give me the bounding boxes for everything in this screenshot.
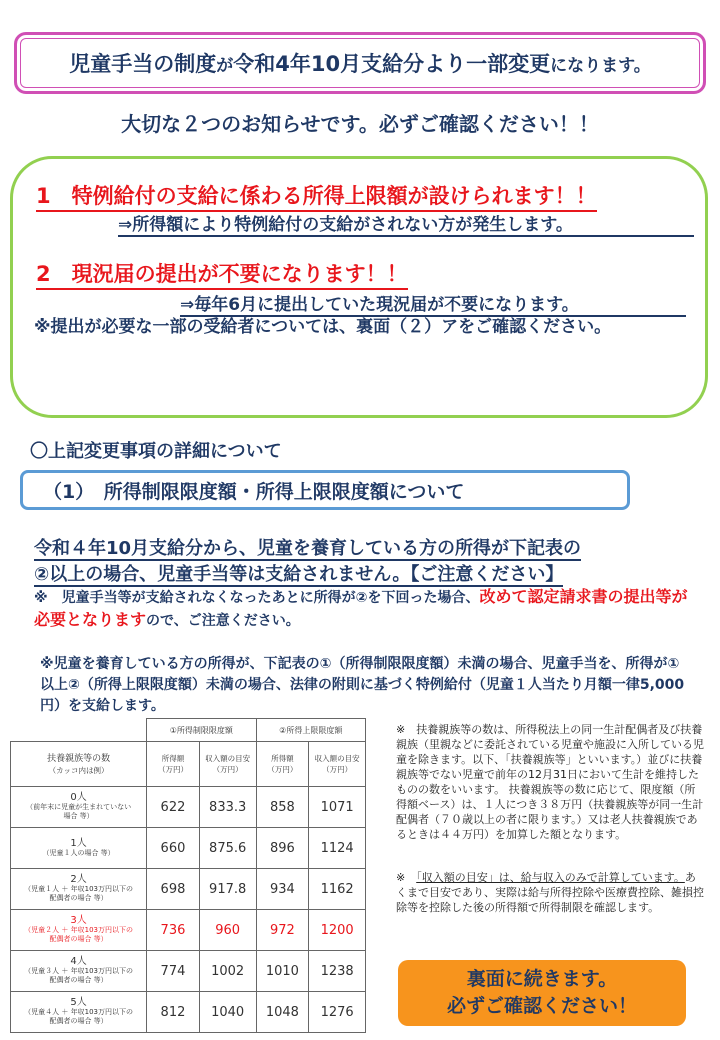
row-label — [11, 910, 147, 951]
row-label — [11, 992, 147, 1033]
row-label — [11, 869, 147, 910]
row-label-sub: （児童１人 ＋ 年収103万円以下の配偶者の場合 等） — [24, 885, 133, 902]
income-estimate-note-rest: あくまで目安であり、実際は給与所得控除や医療費控除、雑損控除等を控除した後の所得額で所得制限を確認します。 — [396, 871, 704, 914]
table-cell: 833.3 — [199, 787, 256, 828]
col-income-2 — [256, 742, 309, 787]
title-part3: 令和4年10月支給分より一部変更 — [233, 52, 551, 76]
table-cell: 698 — [147, 869, 200, 910]
row-label-sub: （児童１人の場合 等） — [42, 848, 115, 857]
table-cell: 1238 — [309, 951, 366, 992]
col-earning-1 — [199, 742, 256, 787]
row-label-sub: （児童４人 ＋ 年収103万円以下の配偶者の場合 等） — [24, 1008, 133, 1025]
col-earning-1-unit: （万円） — [212, 765, 243, 774]
continue-line2: 必ずご確認ください！ — [446, 995, 637, 1017]
row-header — [11, 742, 147, 787]
title-banner — [14, 32, 706, 94]
notice-1-heading: 1 特例給付の支給に係わる所得上限額が設けられます！！ — [36, 180, 597, 212]
row-label-main: 2人 — [70, 874, 87, 885]
row-label-main: 3人 — [70, 915, 87, 926]
col-earning-2 — [309, 742, 366, 787]
table-cell: 1124 — [309, 828, 366, 869]
row-label-sub: （児童３人 ＋ 年収103万円以下の配偶者の場合 等） — [24, 967, 133, 984]
col-income-2-unit: （万円） — [267, 765, 298, 774]
table-row — [11, 951, 366, 992]
row-label-main: 1人 — [70, 837, 87, 849]
col-income-1-unit: （万円） — [157, 765, 188, 774]
table-row — [11, 787, 366, 828]
main-paragraph-line2: ②以上の場合、児童手当等は支給されません。【ご注意ください】 — [34, 564, 564, 585]
col-earning-2-label: 収入額の目安 — [314, 754, 360, 763]
row-label — [11, 787, 147, 828]
table-cell: 1200 — [309, 910, 366, 951]
notice-2-detail: ⇒毎年6月に提出していた現況届が不要になります。 — [180, 290, 686, 317]
col-income-1-label: 所得額 — [161, 754, 185, 763]
row-header-main: 扶養親族等の数 — [47, 753, 111, 764]
table-cell: 736 — [147, 910, 200, 951]
table-cell: 934 — [256, 869, 309, 910]
table-cell: 960 — [199, 910, 256, 951]
detail-heading: 〇上記変更事項の詳細について — [30, 441, 282, 462]
group-header-2: ②所得上限限度額 — [256, 719, 365, 742]
table-body — [11, 787, 366, 1033]
income-estimate-note-prefix: ※ — [396, 871, 417, 884]
col-earning-2-unit: （万円） — [322, 765, 353, 774]
notice-1-detail: ⇒所得額により特例給付の支給がされない方が発生します。 — [118, 210, 694, 237]
table-cell: 1002 — [199, 951, 256, 992]
notice-2-extra: ※提出が必要な一部の受給者については、裏面（２）アをご確認ください。 — [34, 317, 612, 337]
table-cell: 1048 — [256, 992, 309, 1033]
col-earning-1-label: 収入額の目安 — [205, 754, 251, 763]
table-cell: 1010 — [256, 951, 309, 992]
table-cell: 972 — [256, 910, 309, 951]
income-limit-table — [10, 718, 366, 1033]
table-row — [11, 828, 366, 869]
row-label-main: 4人 — [70, 956, 87, 967]
dependents-note: ※ 扶養親族等の数は、所得税法上の同一生計配偶者及び扶養 親族（里親などに委託されている児童や施設に入所している児童を除きます。以下、「扶養親族等」といいます。）並びに扶養親族等でない児童で前年の12月31日において生計を維持したものの数をいいます。 扶養親族等の数に応じて、限度額（所得額ベース）は、１人につき３８万円（扶養親族等が同一生計配偶者（７０歳以上の者に限ります。）又は老人扶養親族であるときは４４万円）を加算した額となります。 — [396, 723, 704, 841]
table-cell: 812 — [147, 992, 200, 1033]
section-heading: （1） 所得制限限度額・所得上限限度額について — [20, 470, 630, 510]
table-cell: 622 — [147, 787, 200, 828]
row-label-sub: （児童２人 ＋ 年収103万円以下の配偶者の場合 等） — [24, 926, 133, 943]
table-cell: 1276 — [309, 992, 366, 1033]
table-row — [11, 869, 366, 910]
row-label — [11, 951, 147, 992]
warning-note-part2: ので、ご注意ください。 — [146, 613, 300, 629]
row-label-sub: （前年末に児童が生まれていない場合 等） — [26, 803, 132, 820]
table-cell: 660 — [147, 828, 200, 869]
row-label — [11, 828, 147, 869]
main-paragraph-line1: 令和４年10月支給分から、児童を養育している方の所得が下記表の — [34, 538, 582, 559]
table-cell: 858 — [256, 787, 309, 828]
income-estimate-note-underlined: 「収入額の目安」は、給与収入のみで計算しています。 — [416, 871, 685, 884]
continue-banner — [398, 960, 686, 1026]
row-label-main: 0人 — [70, 792, 87, 803]
col-income-2-label: 所得額 — [271, 754, 294, 763]
main-paragraph — [34, 536, 694, 588]
continue-line1: 裏面に続きます。 — [466, 968, 618, 990]
title-part4: になります。 — [550, 55, 651, 76]
table-cell: 896 — [256, 828, 309, 869]
warning-note-part1: ※ 児童手当等が支給されなくなったあとに所得が②を下回った場合、 — [34, 590, 480, 606]
subtitle: 大切な２つのお知らせです。必ずご確認ください！！ — [121, 112, 599, 136]
table-cell: 875.6 — [199, 828, 256, 869]
table-cell: 1071 — [309, 787, 366, 828]
table-cell: 1040 — [199, 992, 256, 1033]
warning-note — [34, 586, 694, 632]
row-header-sub: （カッコ内は例） — [48, 765, 109, 775]
special-benefit-note: ※児童を養育している方の所得が、下記表の①（所得制限限度額）未満の場合、児童手当を、所得が①以上②（所得上限限度額）未満の場合、法律の附則に基づく特例給付（児童１人当たり月額一律5,000円）を支給します。 — [40, 656, 685, 714]
title-part2: が — [216, 55, 234, 76]
table-corner — [11, 719, 147, 742]
table-cell: 1162 — [309, 869, 366, 910]
table-row — [11, 910, 366, 951]
title-part1: 児童手当の制度 — [69, 52, 217, 76]
table-row — [11, 992, 366, 1033]
col-income-1 — [147, 742, 200, 787]
notice-2-heading: 2 現況届の提出が不要になります！！ — [36, 258, 408, 290]
table-cell: 774 — [147, 951, 200, 992]
table-cell: 917.8 — [199, 869, 256, 910]
row-label-main: 5人 — [70, 997, 87, 1008]
warning-note-red: 改めて認定請求書の提出等が必要となります — [34, 587, 688, 629]
income-estimate-note — [396, 870, 704, 915]
group-header-1: ①所得制限限度額 — [147, 719, 256, 742]
